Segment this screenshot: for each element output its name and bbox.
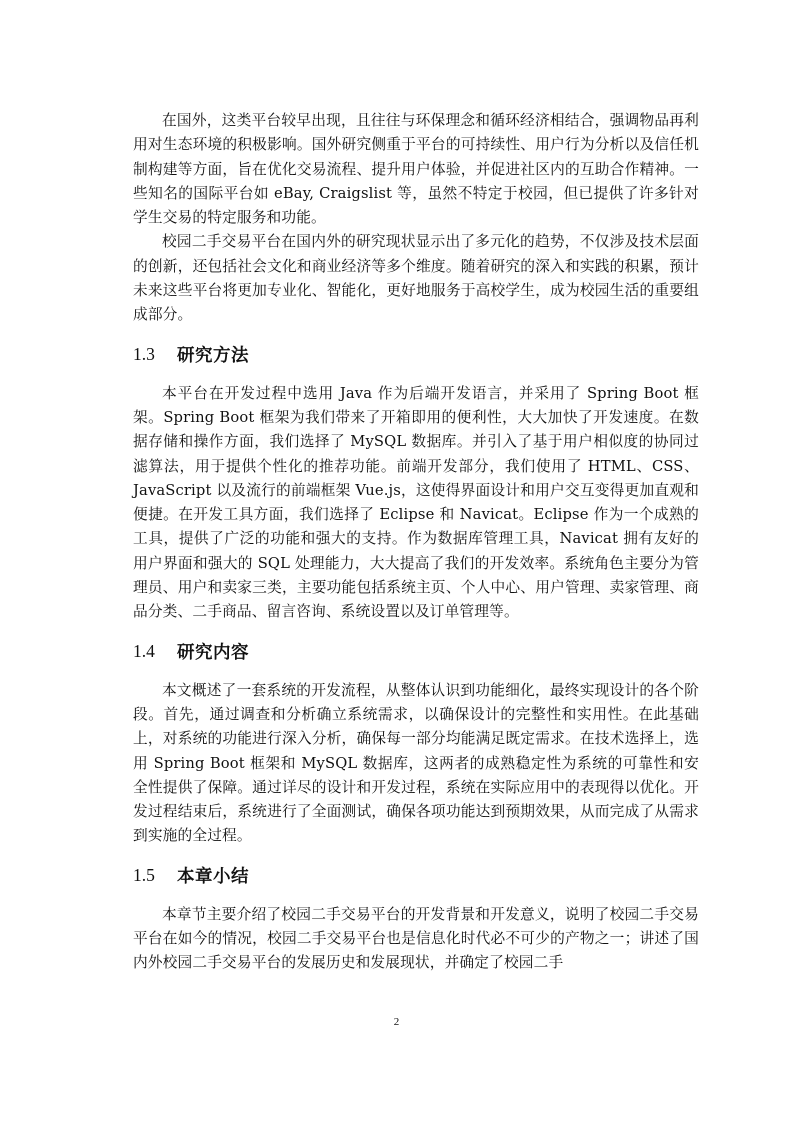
section-title: 本章小结 bbox=[177, 867, 249, 888]
section-heading-1-4 bbox=[133, 625, 699, 679]
section-heading-1-5 bbox=[133, 849, 699, 903]
body-paragraph: 本平台在开发过程中选用 Java 作为后端开发语言，并采用了 Spring Boot 框架。Spring Boot 框架为我们带来了开箱即用的便利性，大大加快了开发速度。在数据存储和操作方面，我们选择了 MySQL 数据库。并引入了基于用户相似度的协同过滤算法，用于提供个性化的推荐功能。前端开发部分，我们使用了 HTML、CSS、JavaScript 以及流行的前端框架 Vue.js，这使得界面设计和用户交互变得更加直观和便捷。在开发工具方面，我们选择了 Eclipse 和 Navicat。Eclipse 作为一个成熟的工具，提供了广泛的功能和强大的支持。作为数据库管理工具，Navicat 拥有友好的用户界面和强大的 SQL 处理能力，大大提高了我们的开发效率。系统角色主要分为管理员、用户和卖家三类，主要功能包括系统主页、个人中心、用户管理、卖家管理、商品分类、二手商品、留言咨询、系统设置以及订单管理等。 bbox=[133, 384, 699, 621]
page-number: 2 bbox=[393, 1016, 400, 1028]
body-paragraph: 校园二手交易平台在国内外的研究现状显示出了多元化的趋势，不仅涉及技术层面的创新，还包括社会文化和商业经济等多个维度。随着研究的深入和实践的积累，预计未来这些平台将更加专业化、智能化，更好地服务于高校学生，成为校园生活的重要组成部分。 bbox=[133, 233, 699, 324]
section-heading-1-3 bbox=[133, 328, 699, 382]
section-title: 研究内容 bbox=[177, 643, 249, 664]
section-number: 1.5 bbox=[133, 865, 155, 886]
body-paragraph: 本章节主要介绍了校园二手交易平台的开发背景和开发意义，说明了校园二手交易平台在如今的情况，校园二手交易平台也是信息化时代必不可少的产物之一；讲述了国内外校园二手交易平台的发展历史和发展现状，并确定了校园二手 bbox=[133, 905, 699, 972]
section-title: 研究方法 bbox=[177, 346, 249, 367]
body-paragraph: 本文概述了一套系统的开发流程，从整体认识到功能细化，最终实现设计的各个阶段。首先，通过调查和分析确立系统需求，以确保设计的完整性和实用性。在此基础上，对系统的功能进行深入分析，确保每一部分均能满足既定需求。在技术选择上，选用 Spring Boot 框架和 MySQL 数据库，这两者的成熟稳定性为系统的可靠性和安全性提供了保障。通过详尽的设计和开发过程，系统在实际应用中的表现得以优化。开发过程结束后，系统进行了全面测试，确保各项功能达到预期效果，从而完成了从需求到实施的全过程。 bbox=[133, 681, 699, 845]
section-number: 1.4 bbox=[133, 641, 155, 662]
body-paragraph: 在国外，这类平台较早出现，且往往与环保理念和循环经济相结合，强调物品再利用对生态环境的积极影响。国外研究侧重于平台的可持续性、用户行为分析以及信任机制构建等方面，旨在优化交易流程、提升用户体验，并促进社区内的互助合作精神。一些知名的国际平台如 eBay, Craigslist 等，虽然不特定于校园，但已提供了许多针对学生交易的特定服务和功能。 bbox=[133, 112, 699, 227]
page-body bbox=[133, 109, 699, 976]
section-number: 1.3 bbox=[133, 344, 155, 365]
